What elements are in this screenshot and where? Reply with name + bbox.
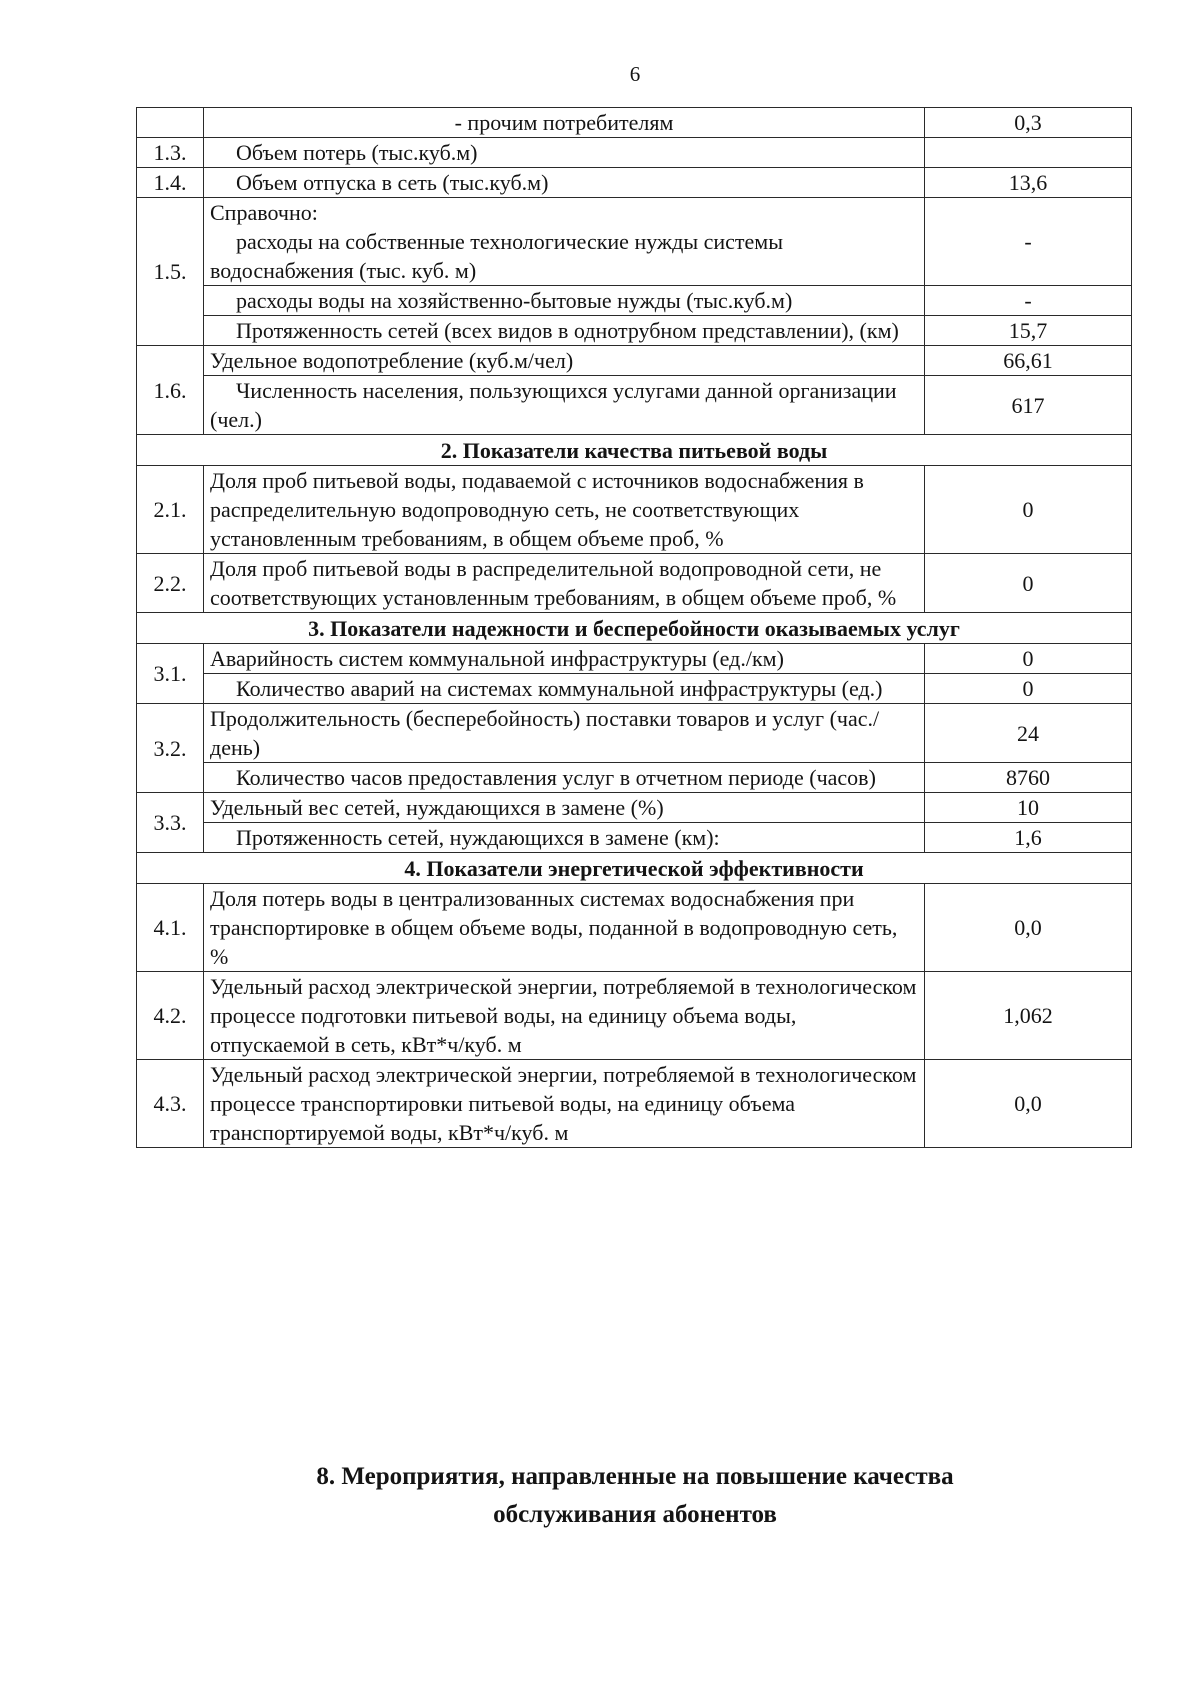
row-description: Удельный расход электрической энергии, потребляемой в технологическом процессе транспортировки питьевой воды, на единицу объема транспортируемой воды, кВт*ч/куб. м bbox=[204, 1060, 925, 1148]
row-number: 3.2. bbox=[137, 704, 204, 793]
page-number: 6 bbox=[629, 62, 641, 86]
row-description: Объем отпуска в сеть (тыс.куб.м) bbox=[204, 168, 925, 198]
row-value: 13,6 bbox=[925, 168, 1132, 198]
section-title: 2. Показатели качества питьевой воды bbox=[137, 435, 1132, 466]
row-description: Количество аварий на системах коммунальной инфраструктуры (ед.) bbox=[204, 674, 925, 704]
row-value: - bbox=[925, 198, 1132, 286]
table-row bbox=[137, 466, 1132, 554]
row-number: 2.1. bbox=[137, 466, 204, 554]
row-description: Удельный расход электрической энергии, потребляемой в технологическом процессе подготовки питьевой воды, на единицу объема воды, отпускаемой в сеть, кВт*ч/куб. м bbox=[204, 972, 925, 1060]
row-value: 0 bbox=[925, 466, 1132, 554]
section-header-row bbox=[137, 853, 1132, 884]
row-number: 3.1. bbox=[137, 644, 204, 704]
table-row bbox=[137, 286, 1132, 316]
row-value: 10 bbox=[925, 793, 1132, 823]
row-number: 3.3. bbox=[137, 793, 204, 853]
table-row bbox=[137, 823, 1132, 853]
table-row bbox=[137, 644, 1132, 674]
row-description: Доля потерь воды в централизованных системах водоснабжения при транспортировке в общем объеме воды, поданной в водопроводную сеть, % bbox=[204, 884, 925, 972]
section-8-heading bbox=[230, 1458, 1040, 1534]
row-description: Объем потерь (тыс.куб.м) bbox=[204, 138, 925, 168]
section-8-heading-line: 8. Мероприятия, направленные на повышение качества bbox=[316, 1463, 954, 1490]
section-title: 3. Показатели надежности и бесперебойности оказываемых услуг bbox=[137, 613, 1132, 644]
row-number: 2.2. bbox=[137, 554, 204, 613]
row-value: 0,0 bbox=[925, 1060, 1132, 1148]
row-value: 0 bbox=[925, 554, 1132, 613]
row-description: Количество часов предоставления услуг в отчетном периоде (часов) bbox=[204, 763, 925, 793]
table-row bbox=[137, 108, 1132, 138]
row-value: 15,7 bbox=[925, 316, 1132, 346]
row-description: Доля проб питьевой воды, подаваемой с источников водоснабжения в распределительную водопроводную сеть, не соответствующих установленным требованиям, в общем объеме проб, % bbox=[204, 466, 925, 554]
table-row bbox=[137, 674, 1132, 704]
table-row bbox=[137, 763, 1132, 793]
row-description: Протяженность сетей, нуждающихся в замене (км): bbox=[204, 823, 925, 853]
row-value: 617 bbox=[925, 376, 1132, 435]
row-description: Доля проб питьевой воды в распределительной водопроводной сети, не соответствующих установленным требованиям, в общем объеме проб, % bbox=[204, 554, 925, 613]
row-value: 1,6 bbox=[925, 823, 1132, 853]
row-description bbox=[204, 198, 925, 286]
row-value: 0 bbox=[925, 674, 1132, 704]
row-value: 1,062 bbox=[925, 972, 1132, 1060]
row-description: - прочим потребителям bbox=[204, 108, 925, 138]
row-description: Аварийность систем коммунальной инфраструктуры (ед./км) bbox=[204, 644, 925, 674]
row-description-line: Справочно: bbox=[210, 200, 318, 225]
row-value bbox=[925, 138, 1132, 168]
row-number: 1.4. bbox=[137, 168, 204, 198]
row-value: 0,0 bbox=[925, 884, 1132, 972]
row-value: 0,3 bbox=[925, 108, 1132, 138]
table-row bbox=[137, 1060, 1132, 1148]
row-description-line: расходы на собственные технологические нужды системы водоснабжения (тыс. куб. м) bbox=[210, 229, 783, 283]
row-description: Численность населения, пользующихся услугами данной организации (чел.) bbox=[204, 376, 925, 435]
row-description: Продолжительность (бесперебойность) поставки товаров и услуг (час./день) bbox=[204, 704, 925, 763]
table-row bbox=[137, 793, 1132, 823]
table-row bbox=[137, 198, 1132, 286]
row-description: Протяженность сетей (всех видов в однотрубном представлении), (км) bbox=[204, 316, 925, 346]
indicators-table bbox=[136, 107, 1132, 1148]
table-row bbox=[137, 138, 1132, 168]
table-row bbox=[137, 168, 1132, 198]
table-row bbox=[137, 376, 1132, 435]
row-number: 4.3. bbox=[137, 1060, 204, 1148]
table-row bbox=[137, 554, 1132, 613]
row-number: 4.2. bbox=[137, 972, 204, 1060]
section-header-row bbox=[137, 613, 1132, 644]
section-title: 4. Показатели энергетической эффективности bbox=[137, 853, 1132, 884]
row-value: - bbox=[925, 286, 1132, 316]
section-8-heading-line: обслуживания абонентов bbox=[493, 1501, 777, 1528]
table-row bbox=[137, 884, 1132, 972]
table-row bbox=[137, 704, 1132, 763]
row-number: 4.1. bbox=[137, 884, 204, 972]
row-number: 1.5. bbox=[137, 198, 204, 346]
row-number: 1.6. bbox=[137, 346, 204, 435]
section-header-row bbox=[137, 435, 1132, 466]
row-description: Удельное водопотребление (куб.м/чел) bbox=[204, 346, 925, 376]
table-row bbox=[137, 972, 1132, 1060]
row-value: 8760 bbox=[925, 763, 1132, 793]
row-description: Удельный вес сетей, нуждающихся в замене (%) bbox=[204, 793, 925, 823]
row-number bbox=[137, 108, 204, 138]
row-description: расходы воды на хозяйственно-бытовые нужды (тыс.куб.м) bbox=[204, 286, 925, 316]
row-number: 1.3. bbox=[137, 138, 204, 168]
table-row bbox=[137, 346, 1132, 376]
table-row bbox=[137, 316, 1132, 346]
row-value: 24 bbox=[925, 704, 1132, 763]
row-value: 66,61 bbox=[925, 346, 1132, 376]
row-value: 0 bbox=[925, 644, 1132, 674]
